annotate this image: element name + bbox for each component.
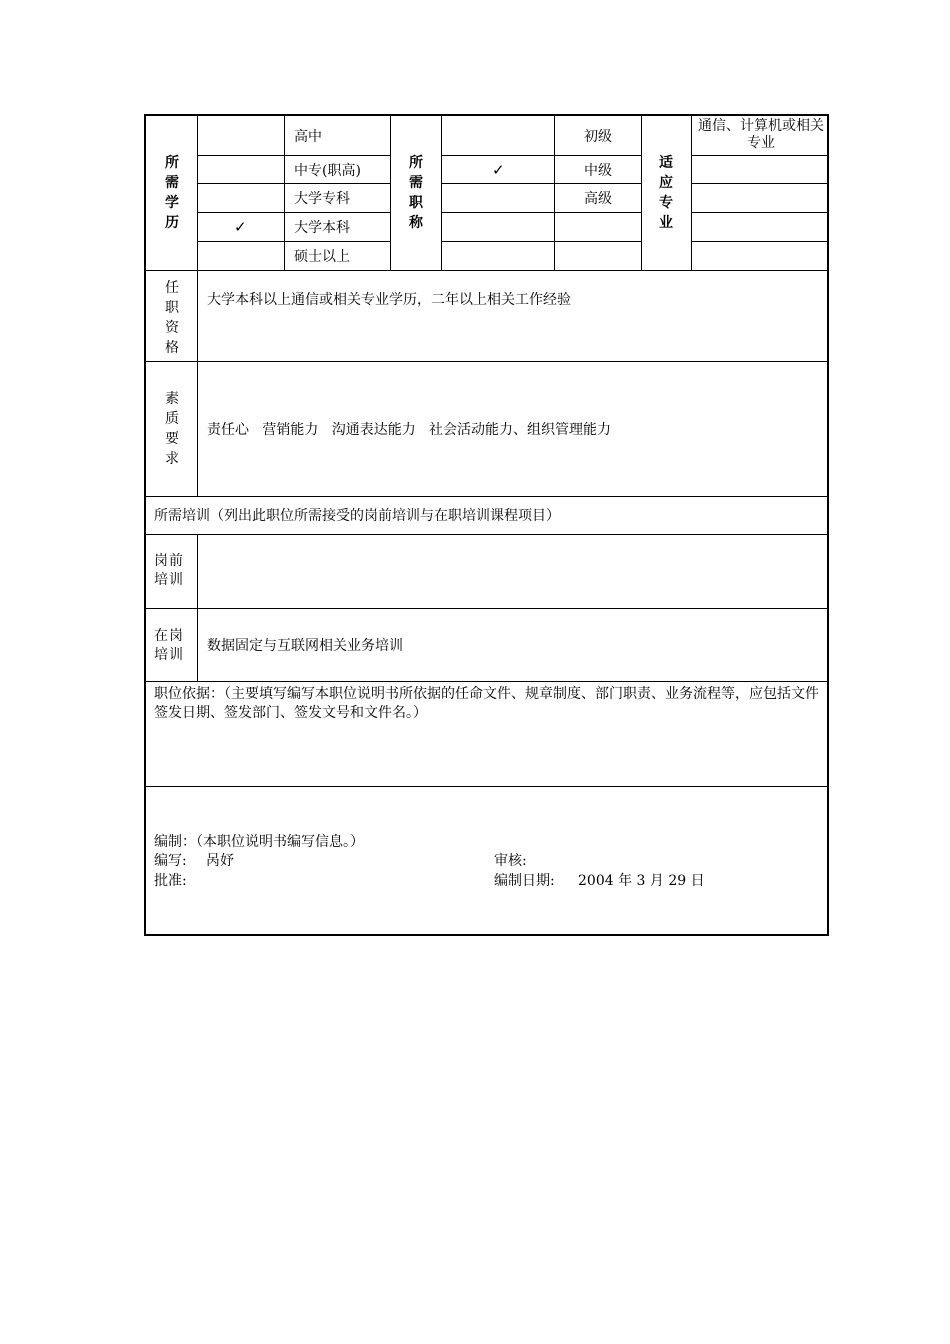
divider — [197, 270, 198, 496]
qualification-label: 任职资格 — [165, 280, 179, 356]
title-option-junior: 初级 — [584, 129, 612, 145]
divider — [146, 270, 829, 271]
title-intermediate-checkmark: ✓ — [492, 161, 505, 179]
divider — [146, 681, 829, 682]
writer-value: 呙妤 — [206, 853, 234, 869]
title-label: 所需职称 — [409, 155, 423, 231]
education-bachelor-checkmark: ✓ — [234, 218, 247, 236]
divider — [641, 116, 642, 270]
divider — [197, 212, 390, 213]
divider — [146, 496, 829, 497]
divider — [284, 116, 285, 270]
approver-label: 批准: — [154, 873, 187, 889]
divider — [146, 361, 829, 362]
divider — [691, 212, 829, 213]
divider — [197, 116, 198, 270]
divider — [390, 116, 391, 270]
education-option-college: 大学专科 — [294, 191, 350, 207]
qualification-value: 大学本科以上通信或相关专业学历，二年以上相关工作经验 — [207, 292, 571, 308]
date-value: 2004 年 3 月 29 日 — [578, 873, 705, 889]
divider — [441, 116, 442, 270]
authoring-header: 编制：（本职位说明书编写信息。） — [154, 834, 364, 850]
quality-label: 素质要求 — [165, 391, 179, 467]
major-label: 适应专业 — [659, 155, 673, 231]
quality-value: 责任心 营销能力 沟通表达能力 社会活动能力、组织管理能力 — [207, 422, 612, 438]
divider — [146, 786, 829, 787]
training-header: 所需培训（列出此职位所需接受的岗前培训与在职培训课程项目） — [154, 508, 560, 524]
divider — [197, 241, 390, 242]
divider — [441, 212, 641, 213]
education-label: 所需学历 — [165, 155, 179, 231]
divider — [197, 155, 390, 156]
divider — [441, 183, 641, 184]
divider — [554, 116, 555, 270]
divider — [441, 155, 641, 156]
pre-job-training-label: 岗前培训 — [154, 553, 184, 588]
major-value: 通信、计算机或相关专业 — [698, 118, 824, 151]
education-option-master: 硕士以上 — [294, 249, 350, 265]
divider — [691, 183, 829, 184]
divider — [691, 155, 829, 156]
education-option-vocational: 中专(职高) — [294, 163, 361, 179]
writer-label: 编写: — [154, 853, 187, 869]
on-job-training-label: 在岗培训 — [154, 628, 184, 663]
divider — [691, 241, 829, 242]
title-option-intermediate: 中级 — [584, 163, 612, 179]
divider — [197, 183, 390, 184]
divider — [197, 534, 198, 681]
education-option-bachelor: 大学本科 — [294, 220, 350, 236]
divider — [146, 608, 829, 609]
on-job-training-value: 数据固定与互联网相关业务培训 — [207, 638, 403, 654]
education-option-high-school: 高中 — [294, 129, 322, 145]
title-option-senior: 高级 — [584, 191, 612, 207]
divider — [691, 116, 692, 270]
date-label: 编制日期: — [494, 873, 555, 889]
reviewer-label: 审核: — [494, 853, 527, 869]
divider — [441, 241, 641, 242]
job-description-form — [144, 114, 829, 936]
basis-text: 职位依据：（主要填写编写本职位说明书所依据的任命文件、规章制度、部门职责、业务流程等，应包括文件签发日期、签发部门、签发文号和文件名。） — [154, 686, 819, 721]
divider — [146, 534, 829, 535]
